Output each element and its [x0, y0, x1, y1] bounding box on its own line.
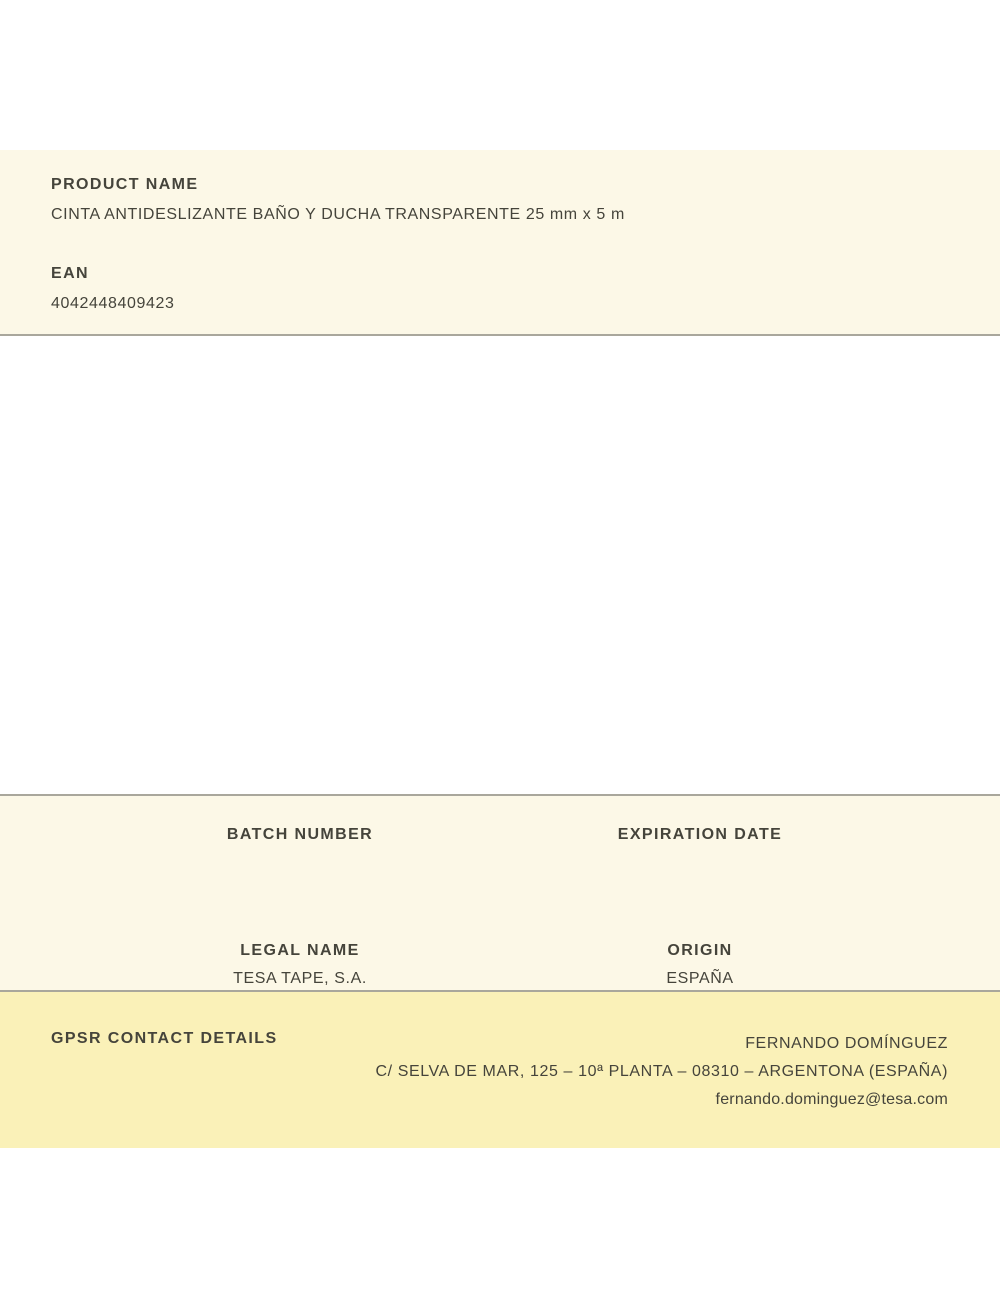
legal-name-value: TESA TAPE, S.A. [233, 970, 367, 987]
expiration-date-column [500, 826, 900, 872]
contact-address: C/ SELVA DE MAR, 125 – 10ª PLANTA – 08310 – ARGENTONA (ESPAÑA) [375, 1063, 948, 1080]
product-name-value: CINTA ANTIDESLIZANTE BAÑO Y DUCHA TRANSPARENTE 25 mm x 5 m [51, 206, 625, 223]
product-info-section [0, 150, 1000, 336]
expiration-date-value [500, 854, 900, 872]
legal-name-column [100, 942, 500, 988]
gpsr-contact-label: GPSR CONTACT DETAILS [51, 1030, 278, 1047]
gpsr-contact-section [0, 992, 1000, 1148]
origin-value: ESPAÑA [666, 970, 734, 987]
batch-number-value [100, 854, 500, 872]
batch-number-label: BATCH NUMBER [226, 826, 374, 843]
origin-label: ORIGIN [667, 942, 733, 959]
ean-value: 4042448409423 [51, 295, 175, 312]
legal-origin-row [100, 942, 900, 988]
product-name-label: PRODUCT NAME [51, 176, 199, 193]
origin-column [500, 942, 900, 988]
contact-name: FERNANDO DOMÍNGUEZ [745, 1035, 948, 1052]
gpsr-contact-block [375, 1030, 948, 1114]
expiration-date-label: EXPIRATION DATE [617, 826, 783, 843]
contact-email: fernando.dominguez@tesa.com [715, 1091, 948, 1108]
batch-header-row [100, 826, 900, 872]
batch-number-column [100, 826, 500, 872]
batch-info-section [0, 794, 1000, 992]
ean-label: EAN [51, 265, 89, 282]
legal-name-label: LEGAL NAME [240, 942, 360, 959]
